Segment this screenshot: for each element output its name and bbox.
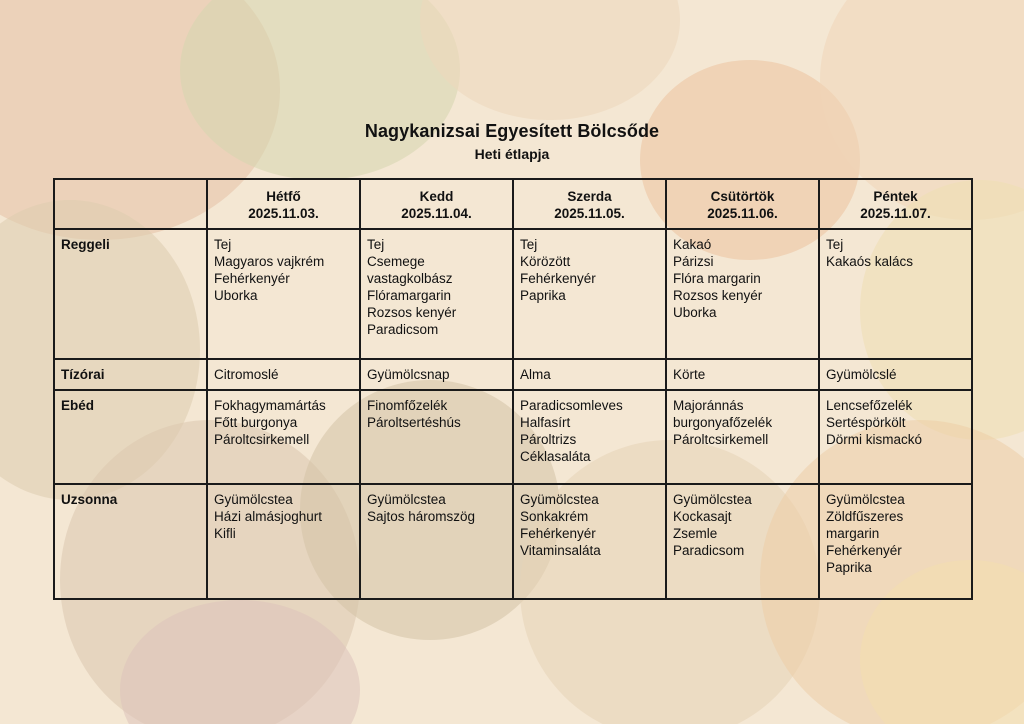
menu-item: Pároltcsirkemell [673, 432, 769, 447]
menu-item: Zsemle [673, 526, 718, 541]
menu-item: Paradicsomleves [520, 398, 623, 413]
menu-item: Paprika [826, 560, 872, 575]
day-name: Péntek [873, 189, 918, 204]
menu-cell [207, 229, 360, 359]
menu-item: Gyümölcstea [214, 492, 293, 507]
menu-item: Körte [673, 367, 706, 382]
header-row [54, 179, 972, 229]
menu-item: Magyaros vajkrém [214, 254, 325, 269]
day-date: 2025.11.05. [554, 206, 625, 221]
meal-row [54, 484, 972, 599]
menu-cell [819, 390, 972, 484]
day-header [513, 179, 666, 229]
meal-label: Reggeli [54, 229, 207, 359]
menu-item: Rozsos kenyér [673, 288, 763, 303]
menu-cell [666, 229, 819, 359]
menu-cell [360, 359, 513, 390]
menu-item: Paradicsom [673, 543, 745, 558]
menu-item: Tej [214, 237, 232, 252]
document-subtitle: Heti étlapja [474, 146, 550, 162]
menu-item: Körözött [520, 254, 571, 269]
menu-item: Gyümölcstea [367, 492, 446, 507]
menu-item: Csemege [367, 254, 425, 269]
day-name: Szerda [567, 189, 612, 204]
menu-cell [207, 484, 360, 599]
day-date: 2025.11.03. [248, 206, 319, 221]
menu-item: Paprika [520, 288, 566, 303]
menu-item: Pároltsertéshús [367, 415, 461, 430]
menu-item: Uborka [214, 288, 258, 303]
menu-item: burgonyafőzelék [673, 415, 773, 430]
menu-cell [819, 484, 972, 599]
menu-item: Gyümölcsnap [367, 367, 450, 382]
menu-item: Sertéspörkölt [826, 415, 906, 430]
menu-item: Alma [520, 367, 551, 382]
menu-item: Kakaó [673, 237, 712, 252]
menu-item: Dörmi kismackó [826, 432, 923, 447]
menu-item: Pároltrizs [520, 432, 577, 447]
menu-item: Kockasajt [673, 509, 732, 524]
meal-row [54, 229, 972, 359]
meal-row [54, 390, 972, 484]
menu-item: Fehérkenyér [520, 526, 596, 541]
day-header [360, 179, 513, 229]
menu-cell [666, 390, 819, 484]
day-header [819, 179, 972, 229]
corner-cell [54, 179, 207, 229]
menu-item: Főtt burgonya [214, 415, 298, 430]
day-date: 2025.11.07. [860, 206, 931, 221]
menu-item: Tej [367, 237, 385, 252]
menu-cell [819, 229, 972, 359]
menu-item: Kakaós kalács [826, 254, 914, 269]
menu-item: Sonkakrém [520, 509, 589, 524]
menu-cell [513, 359, 666, 390]
menu-item: Gyümölcstea [520, 492, 599, 507]
menu-cell [360, 484, 513, 599]
menu-item: Zöldfűszeres [826, 509, 904, 524]
menu-item: Gyümölcstea [673, 492, 752, 507]
menu-item: Tej [826, 237, 844, 252]
menu-item: Gyümölcslé [826, 367, 897, 382]
menu-item: Fokhagymamártás [214, 398, 326, 413]
menu-item: Gyümölcstea [826, 492, 905, 507]
menu-cell [513, 390, 666, 484]
menu-item: Vitaminsaláta [520, 543, 601, 558]
menu-item: Finomfőzelék [367, 398, 448, 413]
menu-cell [360, 390, 513, 484]
menu-cell [360, 229, 513, 359]
menu-item: vastagkolbász [367, 271, 453, 286]
menu-cell [819, 359, 972, 390]
meal-label: Ebéd [54, 390, 207, 484]
menu-cell [513, 229, 666, 359]
menu-item: Fehérkenyér [214, 271, 290, 286]
menu-item: Halfasírt [520, 415, 571, 430]
day-name: Csütörtök [710, 189, 775, 204]
menu-item: Céklasaláta [520, 449, 591, 464]
menu-item: Sajtos háromszög [367, 509, 476, 524]
meal-label: Uzsonna [54, 484, 207, 599]
menu-item: Flóramargarin [367, 288, 452, 303]
menu-item: Házi almásjoghurt [214, 509, 323, 524]
menu-item: Majoránnás [673, 398, 744, 413]
menu-item: Citromoslé [214, 367, 279, 382]
menu-item: Flóra margarin [673, 271, 761, 286]
menu-item: margarin [826, 526, 880, 541]
menu-item: Rozsos kenyér [367, 305, 457, 320]
menu-item: Fehérkenyér [520, 271, 596, 286]
day-header [666, 179, 819, 229]
menu-cell [666, 359, 819, 390]
menu-item: Párizsi [673, 254, 714, 269]
menu-item: Uborka [673, 305, 717, 320]
day-name: Hétfő [266, 189, 301, 204]
day-name: Kedd [419, 189, 454, 204]
menu-cell [666, 484, 819, 599]
meal-row [54, 359, 972, 390]
weekly-menu-table [53, 178, 973, 600]
menu-cell [207, 390, 360, 484]
menu-cell [207, 359, 360, 390]
day-date: 2025.11.06. [707, 206, 778, 221]
menu-item: Kifli [214, 526, 236, 541]
meal-label: Tízórai [54, 359, 207, 390]
menu-cell [513, 484, 666, 599]
menu-item: Lencsefőzelék [826, 398, 913, 413]
menu-item: Fehérkenyér [826, 543, 902, 558]
document-title: Nagykanizsai Egyesített Bölcsőde [364, 121, 660, 141]
day-header [207, 179, 360, 229]
menu-item: Pároltcsirkemell [214, 432, 310, 447]
menu-item: Paradicsom [367, 322, 439, 337]
day-date: 2025.11.04. [401, 206, 472, 221]
menu-item: Tej [520, 237, 538, 252]
